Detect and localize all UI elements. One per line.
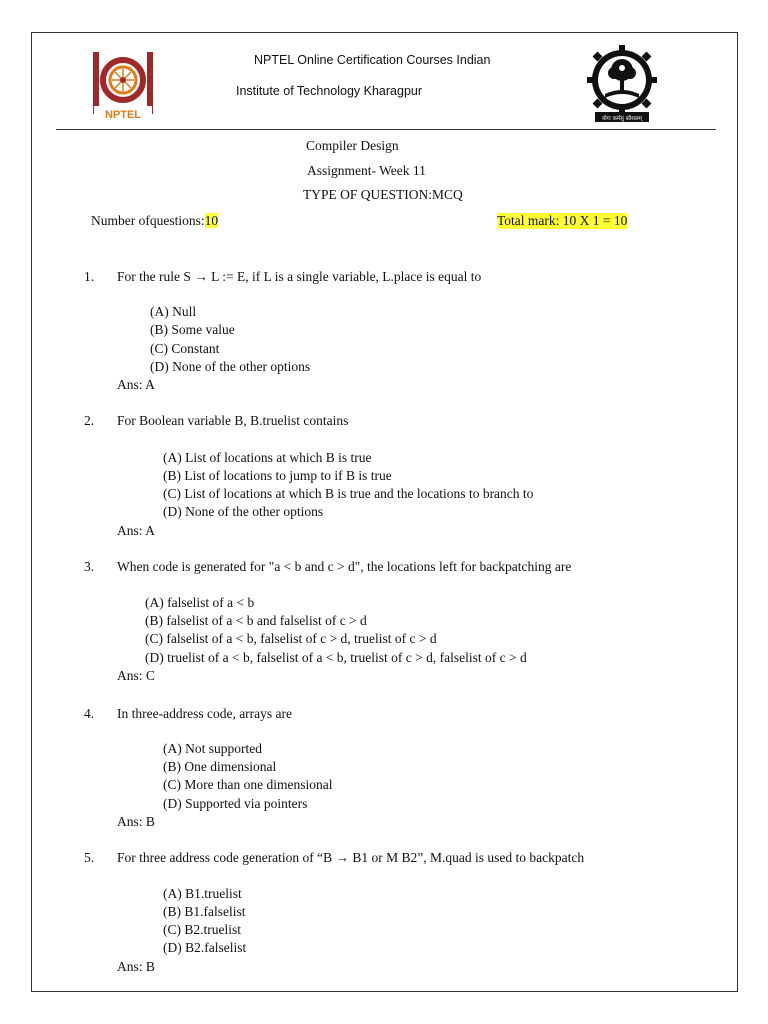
question-text: In three-address code, arrays are xyxy=(117,706,293,721)
question-number: 4. xyxy=(84,706,95,721)
option-d: (D) Supported via pointers xyxy=(163,796,308,811)
question-number: 2. xyxy=(84,413,95,428)
option-d: (D) None of the other options xyxy=(150,359,311,374)
header-divider xyxy=(56,129,716,130)
option-a: (A) Not supported xyxy=(163,741,262,756)
question-text: When code is generated for "a < b and c > d", the locations left for backpatching are xyxy=(117,559,572,574)
option-b: (B) falselist of a < b and falselist of c > d xyxy=(145,613,367,628)
option-d: (D) truelist of a < b, falselist of a < b, truelist of c > d, falselist of c > d xyxy=(145,650,527,665)
option-c: (C) falselist of a < b, falselist of c > d, truelist of c > d xyxy=(145,631,437,646)
question-number: 1. xyxy=(84,269,95,284)
option-a: (A) falselist of a < b xyxy=(145,595,255,610)
option-c: (C) List of locations at which B is true and the locations to branch to xyxy=(163,486,534,501)
iit-kharagpur-logo xyxy=(585,44,659,124)
option-b: (B) List of locations to jump to if B is true xyxy=(163,468,392,483)
header-line-1: NPTEL Online Certification Courses Indian xyxy=(254,53,491,67)
option-c: (C) B2.truelist xyxy=(163,922,241,937)
question-text: For the rule S → L := E, if L is a single variable, L.place is equal to xyxy=(117,269,482,284)
answer: Ans: B xyxy=(117,814,155,829)
num-questions xyxy=(91,213,218,229)
nptel-logo xyxy=(90,50,158,122)
course-title: Compiler Design xyxy=(306,138,399,153)
question-text: For Boolean variable B, B.truelist contains xyxy=(117,413,349,428)
option-d: (D) None of the other options xyxy=(163,504,324,519)
question-number: 5. xyxy=(84,850,95,865)
question-text: For three address code generation of “B → B1 or M B2”, M.quad is used to backpatch xyxy=(117,850,585,865)
svg-text:NPTEL: NPTEL xyxy=(104,109,142,121)
assignment-title: Assignment- Week 11 xyxy=(307,163,426,178)
option-a: (A) Null xyxy=(150,304,197,319)
answer: Ans: A xyxy=(117,377,155,392)
question-number: 3. xyxy=(84,559,95,574)
answer: Ans: C xyxy=(117,668,155,683)
num-questions-value: 10 xyxy=(204,213,219,228)
answer: Ans: B xyxy=(117,959,155,974)
svg-text:योगः कर्मसु कौशलम्: योगः कर्मसु कौशलम् xyxy=(602,116,642,122)
option-d: (D) B2.falselist xyxy=(163,940,247,955)
option-b: (B) Some value xyxy=(150,322,235,337)
option-a: (A) List of locations at which B is true xyxy=(163,450,372,465)
option-c: (C) Constant xyxy=(150,341,220,356)
option-c: (C) More than one dimensional xyxy=(163,777,333,792)
option-b: (B) One dimensional xyxy=(163,759,277,774)
question-type: TYPE OF QUESTION:MCQ xyxy=(303,187,463,202)
total-mark: Total mark: 10 X 1 = 10 xyxy=(497,213,628,228)
answer: Ans: A xyxy=(117,523,155,538)
num-questions-label: Number ofquestions: xyxy=(91,213,205,228)
option-a: (A) B1.truelist xyxy=(163,886,242,901)
option-b: (B) B1.falselist xyxy=(163,904,246,919)
header-line-2: Institute of Technology Kharagpur xyxy=(236,84,423,98)
